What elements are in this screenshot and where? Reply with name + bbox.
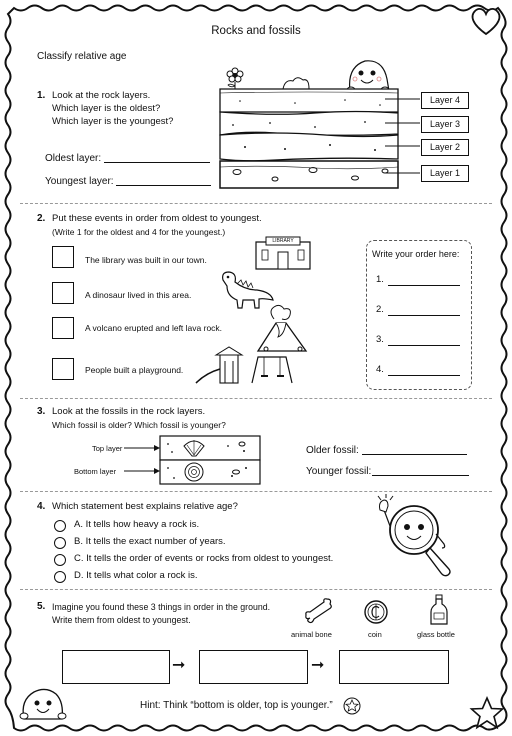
oldest-layer-answer-line[interactable] [104, 162, 210, 163]
q1-line-3: Which layer is the youngest? [52, 116, 174, 127]
event-3-text: A volcano erupted and left lava rock. [85, 323, 223, 333]
q3-line-2: Which fossil is older? Which fossil is younger? [52, 420, 226, 430]
youngest-layer-answer-line[interactable] [116, 185, 211, 186]
library-sign: LIBRARY [272, 238, 294, 244]
option-b-radio[interactable] [54, 537, 66, 549]
item-label-bone: animal bone [291, 630, 332, 639]
layer-1-tag: Layer 1 [421, 165, 469, 182]
option-d-text: D. It tells what color a rock is. [74, 570, 198, 581]
event-3-number-box[interactable] [52, 317, 74, 339]
event-1-number-box[interactable] [52, 246, 74, 268]
bone-icon [304, 598, 334, 624]
q1-line-2: Which layer is the oldest? [52, 103, 161, 114]
glass-bottle-icon [429, 594, 449, 626]
page-subtitle: Classify relative age [37, 51, 127, 62]
q5-line-1: Imagine you found these 3 things in order in the ground. [52, 602, 271, 612]
top-layer-label: Top layer [92, 444, 123, 453]
section-divider-4 [20, 589, 492, 590]
layer-2-tag: Layer 2 [421, 139, 469, 156]
event-4-number-box[interactable] [52, 358, 74, 380]
q4-number: 4. [37, 501, 46, 512]
magnifying-glass-mascot-icon [376, 496, 466, 581]
rock-mascot-bottom-icon [20, 686, 66, 722]
q2-line-1: Put these events in order from oldest to youngest. [52, 213, 262, 224]
bottom-layer-label: Bottom layer [74, 467, 117, 476]
section-divider-2 [20, 398, 492, 399]
order-number-2: 2. [376, 304, 384, 315]
q5-number: 5. [37, 601, 46, 612]
option-c-text: C. It tells the order of events or rocks from oldest to youngest. [74, 553, 334, 564]
order-number-3: 3. [376, 334, 384, 345]
option-a-radio[interactable] [54, 520, 66, 532]
hint-text: Hint: Think “bottom is older, top is younger.” [140, 700, 333, 711]
layer-3-tag: Layer 3 [421, 116, 469, 133]
younger-fossil-answer-line[interactable] [372, 475, 469, 476]
q2-number: 2. [37, 213, 46, 224]
item-label-bottle: glass bottle [417, 630, 455, 639]
youngest-layer-label: Youngest layer: [45, 176, 114, 187]
event-2-text: A dinosaur lived in this area. [85, 290, 192, 300]
flower-icon [227, 68, 243, 89]
younger-fossil-label: Younger fossil: [306, 466, 372, 477]
arrow-right-icon-1: ➞ [172, 657, 186, 674]
dinosaur-icon [215, 270, 275, 310]
fossil-layers-illustration [124, 434, 264, 486]
q2-line-2: (Write 1 for the oldest and 4 for the youngest.) [52, 227, 226, 237]
order-answer-line-1[interactable] [388, 285, 460, 286]
order-box-title: Write your order here: [372, 249, 460, 259]
order-box-middle[interactable] [199, 650, 308, 684]
event-1-text: The library was built in our town. [85, 255, 207, 265]
option-d-radio[interactable] [54, 571, 66, 583]
playground-icon [192, 347, 292, 387]
q3-line-1: Look at the fossils in the rock layers. [52, 406, 206, 417]
section-divider-1 [20, 203, 492, 204]
q1-number: 1. [37, 90, 46, 101]
older-fossil-label: Older fossil: [306, 445, 359, 456]
star-icon [470, 696, 504, 730]
event-4-text: People built a playground. [85, 365, 184, 375]
arrow-right-icon-2: ➞ [311, 657, 325, 674]
order-answer-line-3[interactable] [388, 345, 460, 346]
q5-line-2: Write them from oldest to youngest. [52, 615, 191, 625]
page-title: Rocks and fossils [211, 25, 301, 37]
order-answer-line-4[interactable] [388, 375, 460, 376]
option-a-text: A. It tells how heavy a rock is. [74, 519, 200, 530]
star-badge-icon [343, 697, 361, 715]
option-c-radio[interactable] [54, 554, 66, 566]
order-number-1: 1. [376, 274, 384, 285]
order-box-youngest[interactable] [339, 650, 449, 684]
order-answer-line-2[interactable] [388, 315, 460, 316]
layer-4-tag: Layer 4 [421, 92, 469, 109]
event-2-number-box[interactable] [52, 282, 74, 304]
q1-line-1: Look at the rock layers. [52, 90, 151, 101]
q4-question: Which statement best explains relative age? [52, 501, 238, 512]
ammonite-fossil-icon [185, 463, 203, 481]
older-fossil-answer-line[interactable] [362, 454, 467, 455]
item-label-coin: coin [368, 630, 382, 639]
order-box-oldest[interactable] [62, 650, 170, 684]
q3-number: 3. [37, 406, 46, 417]
coin-icon [363, 599, 389, 625]
oldest-layer-label: Oldest layer: [45, 153, 102, 164]
section-divider-3 [20, 491, 492, 492]
order-number-4: 4. [376, 364, 384, 375]
rock-layers-illustration [215, 75, 405, 190]
option-b-text: B. It tells the exact number of years. [74, 536, 226, 547]
